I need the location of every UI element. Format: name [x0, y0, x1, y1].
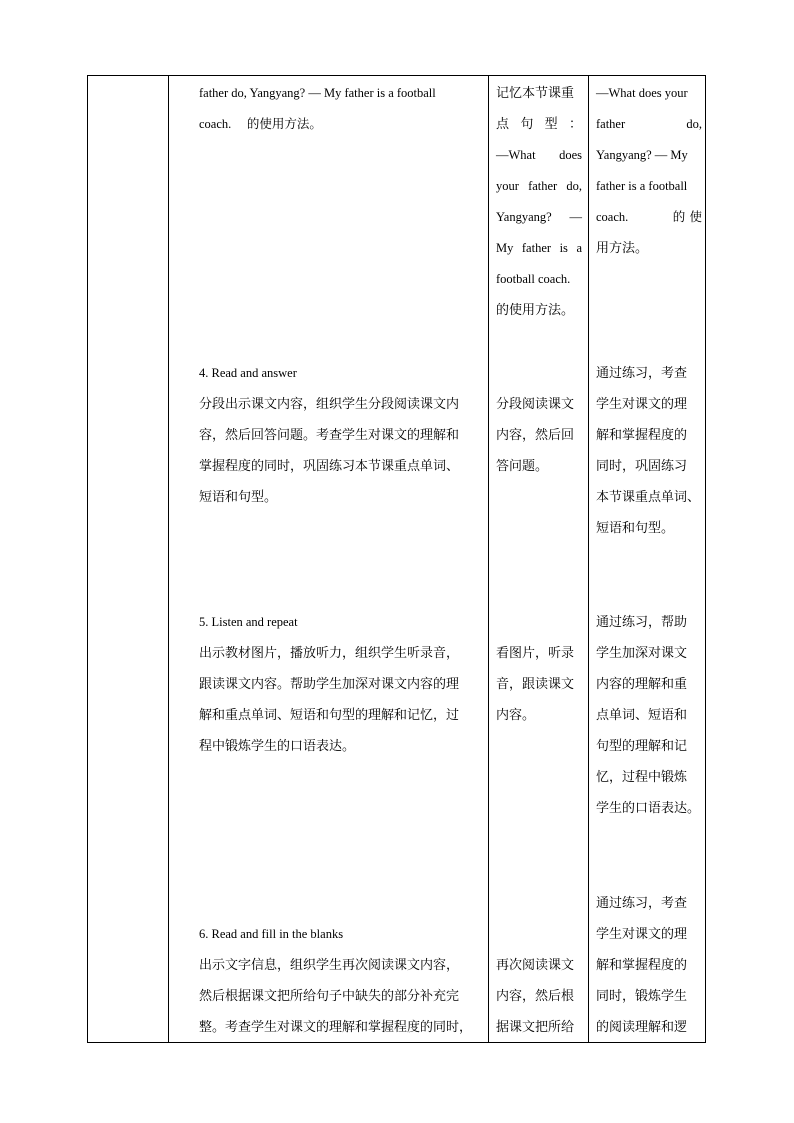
activity-line: 出示教材图片，播放听力，组织学生听录音， [199, 646, 460, 661]
purpose-line: —What does your [596, 86, 688, 100]
activity-line: 出示文字信息，组织学生再次阅读课文内容， [199, 958, 460, 973]
student-cell-1 [496, 78, 582, 326]
activity-line: 掌握程度的同时，巩固练习本节课重点单词、 [199, 459, 460, 474]
student-line: 内容，然后根 [496, 989, 575, 1004]
activity-cell-4 [199, 919, 481, 1043]
student-line: 的使用方法。 [496, 303, 575, 318]
student-cell-4 [496, 950, 582, 1043]
purpose-line: 通过练习，帮助 [596, 615, 688, 630]
column-divider [488, 76, 489, 1042]
activity-line: 然后根据课文把所给句子中缺失的部分补充完 [199, 989, 460, 1004]
purpose-line: 忆，过程中锻炼 [596, 770, 688, 785]
purpose-line: 短语和句型。 [596, 521, 675, 536]
student-line: football coach. [496, 272, 571, 286]
purpose-cell-4 [596, 888, 702, 1043]
student-line: 再次阅读课文 [496, 958, 575, 973]
activity-cell-1 [199, 78, 481, 140]
purpose-line: 通过练习，考查 [596, 896, 688, 911]
student-line: My father is a [496, 241, 582, 255]
purpose-line: 用方法。 [596, 241, 649, 256]
student-cell-2 [496, 389, 582, 482]
purpose-line: 内容的理解和重 [596, 677, 688, 692]
student-line: —What does [496, 148, 582, 162]
activity-line: 解和重点单词、短语和句型的理解和记忆，过 [199, 708, 460, 723]
purpose-line: 通过练习，考查 [596, 366, 688, 381]
activity-line: 跟读课文内容。帮助学生加深对课文内容的理 [199, 677, 460, 692]
purpose-line: 同时，巩固练习 [596, 459, 688, 474]
purpose-line: 同时，锻炼学生 [596, 989, 688, 1004]
purpose-line: 点单词、短语和 [596, 708, 688, 723]
activity-line: 容，然后回答问题。考查学生对课文的理解和 [199, 428, 460, 443]
activity-line: 整。考查学生对课文的理解和掌握程度的同时， [199, 1020, 473, 1035]
student-line: 看图片，听录 [496, 646, 575, 661]
purpose-cell-2 [596, 358, 702, 544]
activity-cell-3 [199, 607, 481, 762]
purpose-line: 学生对课文的理 [596, 927, 688, 942]
purpose-line: 学生的口语表达。 [596, 801, 701, 816]
column-divider [588, 76, 589, 1042]
activity-line: coach. 的使用方法。 [199, 117, 322, 131]
purpose-cell-1 [596, 78, 702, 264]
activity-line: 短语和句型。 [199, 490, 278, 505]
activity-heading: 5. Listen and repeat [199, 615, 298, 629]
student-line: 答问题。 [496, 459, 549, 474]
purpose-line: father do, [596, 117, 702, 131]
student-line: 分段阅读课文 [496, 397, 575, 412]
activity-line: 分段出示课文内容，组织学生分段阅读课文内 [199, 397, 460, 412]
purpose-line: Yangyang? — My [596, 148, 688, 162]
purpose-line: 学生对课文的理 [596, 397, 688, 412]
purpose-line: 句型的理解和记 [596, 739, 688, 754]
activity-line: 程中锻炼学生的口语表达。 [199, 739, 356, 754]
student-line: 据课文把所给 [496, 1020, 575, 1035]
student-line: Yangyang? — [496, 210, 582, 224]
purpose-line: 解和掌握程度的 [596, 958, 688, 973]
student-line: 音，跟读课文 [496, 677, 575, 692]
activity-heading: 4. Read and answer [199, 366, 297, 380]
student-line: 内容。 [496, 708, 536, 723]
lesson-plan-table [87, 75, 706, 1043]
student-line: 点 句 型 ： [496, 117, 582, 132]
purpose-line: 的阅读理解和逻 [596, 1020, 688, 1035]
purpose-line: 解和掌握程度的 [596, 428, 688, 443]
activity-heading: 6. Read and fill in the blanks [199, 927, 344, 941]
student-line: 记忆本节课重 [496, 86, 575, 101]
purpose-line: father is a football [596, 179, 688, 193]
purpose-line: coach. 的使 [596, 210, 702, 224]
activity-cell-2 [199, 358, 481, 513]
student-cell-3 [496, 638, 582, 731]
column-divider [168, 76, 169, 1042]
activity-line: father do, Yangyang? — My father is a football [199, 86, 436, 100]
student-line: your father do, [496, 179, 582, 193]
purpose-line: 学生加深对课文 [596, 646, 688, 661]
purpose-cell-3 [596, 607, 702, 824]
purpose-line: 本节课重点单词、 [596, 490, 701, 505]
student-line: 内容，然后回 [496, 428, 575, 443]
